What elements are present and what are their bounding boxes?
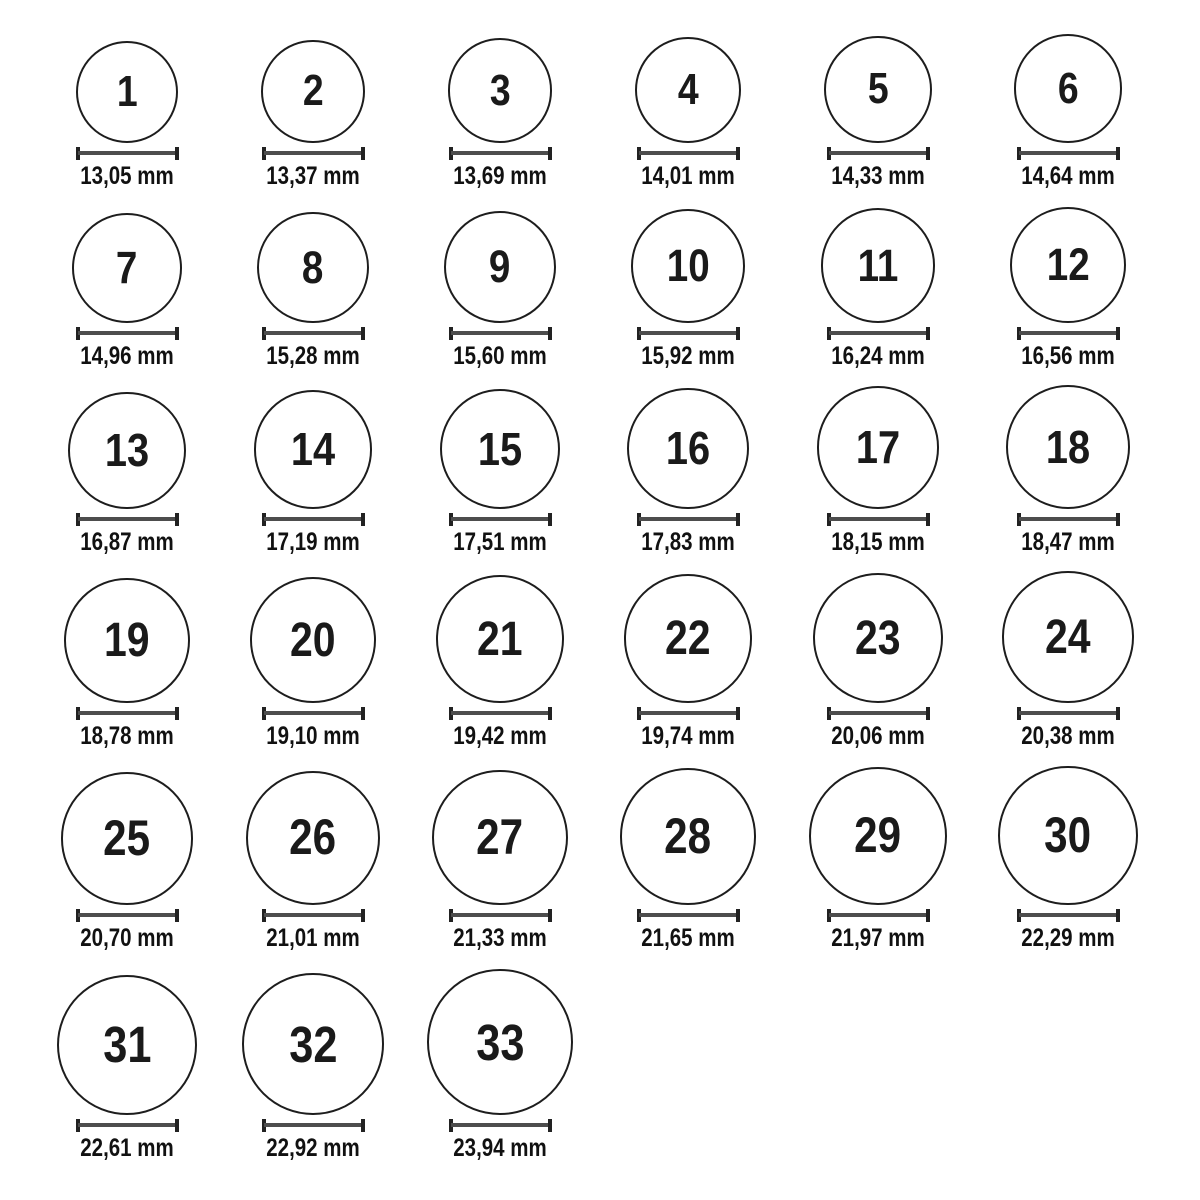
measure-end-tick-right (926, 707, 930, 720)
ring-circle (432, 770, 567, 905)
ring-circle (76, 41, 178, 143)
measure-end-tick-right (1116, 327, 1120, 340)
diameter-label: 21,01 mm (266, 924, 360, 952)
measure-bar (1019, 711, 1118, 715)
measure-end-tick-right (736, 327, 740, 340)
measure-bar (639, 517, 738, 521)
ring-size-number: 24 (1045, 610, 1091, 665)
ring-size-number: 11 (857, 239, 899, 291)
ring-size-number: 14 (290, 423, 336, 476)
diameter-measure-line (449, 147, 552, 160)
measure-end-tick-right (361, 707, 365, 720)
ring-size-number: 31 (102, 1016, 152, 1074)
diameter-label: 23,94 mm (453, 1134, 547, 1162)
diameter-measure-line (637, 147, 740, 160)
measure-bar (829, 711, 928, 715)
measure-bar (829, 331, 928, 335)
ring-size-number: 10 (666, 240, 710, 292)
ring-circle (444, 211, 556, 323)
measure-bar (78, 913, 177, 917)
ring-size-number: 3 (489, 65, 511, 115)
ring-circle (813, 573, 943, 703)
ring-size-number: 19 (104, 613, 150, 668)
diameter-measure-line (262, 513, 365, 526)
diameter-label: 21,65 mm (641, 924, 735, 952)
ring-size-number: 25 (103, 809, 151, 866)
diameter-label: 13,05 mm (80, 162, 174, 190)
measure-bar (1019, 913, 1118, 917)
diameter-measure-line (449, 327, 552, 340)
measure-end-tick-right (175, 147, 179, 160)
ring-circle (64, 578, 189, 703)
measure-bar (78, 711, 177, 715)
ring-size-number: 7 (116, 242, 138, 294)
diameter-measure-line (76, 513, 179, 526)
ring-size-number: 28 (664, 807, 712, 864)
measure-bar (1019, 517, 1118, 521)
ring-size-number: 26 (289, 809, 337, 866)
diameter-label: 16,24 mm (831, 342, 925, 370)
diameter-label: 14,01 mm (641, 162, 735, 190)
ring-circle (448, 38, 553, 143)
measure-bar (829, 517, 928, 521)
measure-end-tick-right (175, 707, 179, 720)
ring-size-number: 6 (1057, 63, 1079, 113)
measure-end-tick-right (361, 1119, 365, 1132)
diameter-measure-line (637, 327, 740, 340)
diameter-label: 22,29 mm (1021, 924, 1115, 952)
measure-end-tick-right (736, 707, 740, 720)
measure-bar (78, 1123, 177, 1127)
diameter-measure-line (262, 707, 365, 720)
ring-circle (246, 771, 380, 905)
diameter-label: 16,56 mm (1021, 342, 1115, 370)
measure-bar (264, 913, 363, 917)
measure-end-tick-right (926, 909, 930, 922)
ring-size-number: 5 (867, 64, 889, 114)
ring-size-number: 33 (475, 1013, 525, 1071)
diameter-label: 17,19 mm (266, 528, 360, 556)
ring-size-number: 4 (677, 64, 699, 114)
measure-end-tick-right (736, 513, 740, 526)
diameter-measure-line (1017, 327, 1120, 340)
diameter-label: 18,47 mm (1021, 528, 1115, 556)
ring-circle (627, 388, 748, 509)
diameter-label: 17,51 mm (453, 528, 547, 556)
diameter-measure-line (76, 327, 179, 340)
measure-end-tick-right (548, 1119, 552, 1132)
measure-end-tick-right (361, 909, 365, 922)
ring-circle (620, 768, 757, 905)
measure-bar (264, 151, 363, 155)
measure-end-tick-right (361, 327, 365, 340)
diameter-label: 22,61 mm (80, 1134, 174, 1162)
ring-circle (254, 390, 373, 509)
diameter-label: 22,92 mm (266, 1134, 360, 1162)
diameter-label: 15,28 mm (266, 342, 360, 370)
measure-end-tick-right (175, 1119, 179, 1132)
ring-circle (1014, 34, 1123, 143)
measure-bar (451, 913, 550, 917)
diameter-measure-line (637, 909, 740, 922)
ring-circle (257, 212, 368, 323)
diameter-label: 14,64 mm (1021, 162, 1115, 190)
diameter-measure-line (76, 1119, 179, 1132)
measure-end-tick-right (1116, 147, 1120, 160)
diameter-label: 19,42 mm (453, 722, 547, 750)
ring-circle (261, 40, 364, 143)
ring-size-number: 12 (1046, 239, 1090, 291)
ring-circle (440, 389, 560, 509)
diameter-label: 15,92 mm (641, 342, 735, 370)
measure-bar (78, 331, 177, 335)
ring-circle (61, 772, 194, 905)
ring-size-number: 17 (855, 421, 901, 474)
measure-end-tick-right (175, 513, 179, 526)
diameter-label: 16,87 mm (80, 528, 174, 556)
ring-size-number: 13 (104, 423, 150, 476)
diameter-label: 19,10 mm (266, 722, 360, 750)
diameter-measure-line (262, 909, 365, 922)
ring-size-number: 21 (477, 612, 523, 667)
diameter-measure-line (1017, 707, 1120, 720)
measure-end-tick-right (175, 327, 179, 340)
diameter-label: 14,33 mm (831, 162, 925, 190)
measure-end-tick-right (175, 909, 179, 922)
ring-circle (821, 208, 936, 323)
diameter-label: 19,74 mm (641, 722, 735, 750)
measure-bar (264, 331, 363, 335)
measure-end-tick-right (926, 147, 930, 160)
measure-bar (639, 331, 738, 335)
ring-circle (809, 767, 947, 905)
ring-size-number: 20 (290, 612, 336, 667)
ring-size-number: 32 (288, 1015, 338, 1073)
measure-bar (639, 711, 738, 715)
diameter-measure-line (827, 707, 930, 720)
diameter-measure-line (637, 513, 740, 526)
diameter-label: 21,97 mm (831, 924, 925, 952)
measure-end-tick-right (1116, 707, 1120, 720)
diameter-label: 20,38 mm (1021, 722, 1115, 750)
diameter-measure-line (262, 327, 365, 340)
ring-circle (68, 392, 185, 509)
ring-size-number: 1 (116, 66, 138, 116)
measure-end-tick-right (736, 909, 740, 922)
measure-end-tick-right (548, 909, 552, 922)
diameter-label: 18,78 mm (80, 722, 174, 750)
measure-bar (451, 1123, 550, 1127)
diameter-measure-line (1017, 909, 1120, 922)
measure-end-tick-right (1116, 909, 1120, 922)
diameter-measure-line (262, 1119, 365, 1132)
diameter-label: 15,60 mm (453, 342, 547, 370)
ring-circle (631, 209, 745, 323)
measure-bar (78, 517, 177, 521)
measure-bar (451, 151, 550, 155)
diameter-label: 13,37 mm (266, 162, 360, 190)
measure-end-tick-right (926, 513, 930, 526)
ring-circle (635, 37, 741, 143)
diameter-measure-line (827, 327, 930, 340)
ring-size-number: 8 (302, 241, 324, 293)
ring-circle (72, 213, 182, 323)
ring-size-number: 29 (854, 807, 902, 864)
diameter-measure-line (76, 147, 179, 160)
ring-size-number: 9 (489, 241, 511, 293)
diameter-label: 21,33 mm (453, 924, 547, 952)
diameter-measure-line (449, 513, 552, 526)
ring-size-number: 22 (665, 611, 711, 666)
diameter-measure-line (76, 909, 179, 922)
ring-circle (998, 766, 1137, 905)
ring-circle (824, 36, 931, 143)
measure-end-tick-right (548, 327, 552, 340)
diameter-measure-line (449, 909, 552, 922)
measure-bar (1019, 151, 1118, 155)
measure-bar (78, 151, 177, 155)
diameter-label: 14,96 mm (80, 342, 174, 370)
measure-end-tick-right (548, 707, 552, 720)
measure-end-tick-right (926, 327, 930, 340)
ring-size-number: 23 (855, 610, 901, 665)
ring-circle (242, 973, 384, 1115)
measure-bar (639, 151, 738, 155)
ring-circle (436, 575, 564, 703)
measure-end-tick-right (361, 513, 365, 526)
diameter-measure-line (827, 909, 930, 922)
ring-circle (250, 577, 376, 703)
diameter-label: 20,70 mm (80, 924, 174, 952)
diameter-measure-line (827, 513, 930, 526)
ring-circle (624, 574, 753, 703)
diameter-measure-line (449, 1119, 552, 1132)
ring-size-number: 30 (1044, 806, 1092, 863)
measure-bar (264, 711, 363, 715)
diameter-label: 17,83 mm (641, 528, 735, 556)
measure-end-tick-right (548, 147, 552, 160)
measure-bar (829, 151, 928, 155)
diameter-measure-line (449, 707, 552, 720)
diameter-label: 13,69 mm (453, 162, 547, 190)
measure-bar (639, 913, 738, 917)
measure-end-tick-right (548, 513, 552, 526)
measure-bar (451, 711, 550, 715)
measure-end-tick-right (361, 147, 365, 160)
measure-bar (451, 517, 550, 521)
ring-circle (1006, 385, 1130, 509)
ring-size-number: 16 (665, 421, 711, 474)
ring-size-number: 18 (1045, 420, 1091, 473)
measure-end-tick-right (1116, 513, 1120, 526)
ring-size-number: 15 (477, 422, 523, 475)
ring-circle (1002, 571, 1134, 703)
diameter-label: 20,06 mm (831, 722, 925, 750)
measure-bar (264, 1123, 363, 1127)
ring-circle (57, 975, 197, 1115)
ring-size-number: 2 (302, 66, 324, 116)
diameter-measure-line (262, 147, 365, 160)
measure-end-tick-right (736, 147, 740, 160)
diameter-measure-line (1017, 147, 1120, 160)
diameter-measure-line (1017, 513, 1120, 526)
ring-size-number: 27 (476, 808, 524, 865)
diameter-measure-line (827, 147, 930, 160)
measure-bar (1019, 331, 1118, 335)
diameter-measure-line (637, 707, 740, 720)
measure-bar (451, 331, 550, 335)
diameter-measure-line (76, 707, 179, 720)
ring-circle (427, 969, 573, 1115)
ring-circle (817, 386, 940, 509)
diameter-label: 18,15 mm (831, 528, 925, 556)
measure-bar (829, 913, 928, 917)
ring-circle (1010, 207, 1126, 323)
measure-bar (264, 517, 363, 521)
